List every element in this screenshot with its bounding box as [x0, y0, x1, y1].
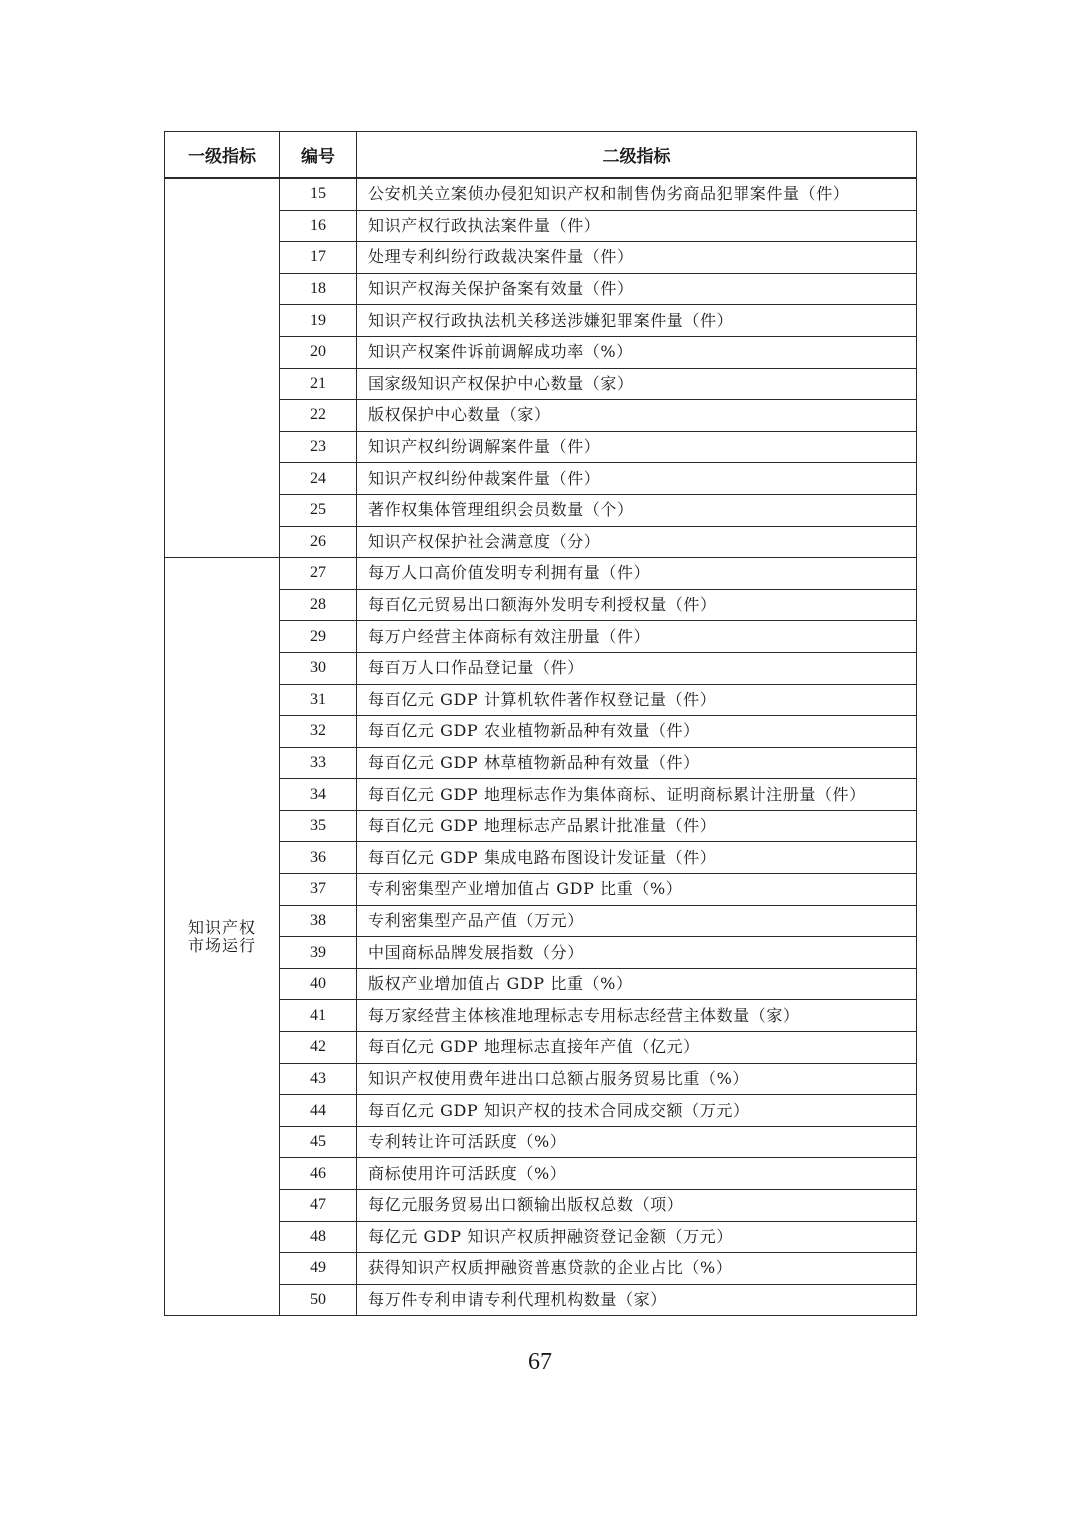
indicator-number: 50 — [280, 1284, 357, 1316]
level2-indicator-name: 知识产权保护社会满意度（分） — [357, 526, 917, 558]
level2-indicator-name: 每万人口高价值发明专利拥有量（件） — [357, 558, 917, 590]
indicator-number: 49 — [280, 1253, 357, 1285]
indicator-number: 25 — [280, 494, 357, 526]
level2-indicator-name: 专利密集型产品产值（万元） — [357, 905, 917, 937]
level2-indicator-name: 获得知识产权质押融资普惠贷款的企业占比（%） — [357, 1253, 917, 1285]
indicator-number: 31 — [280, 684, 357, 716]
level1-indicator-cell — [165, 178, 280, 558]
level2-indicator-name: 每百亿元 GDP 林草植物新品种有效量（件） — [357, 747, 917, 779]
level2-indicator-name: 每亿元 GDP 知识产权质押融资登记金额（万元） — [357, 1221, 917, 1253]
indicator-number: 18 — [280, 273, 357, 305]
level2-indicator-name: 中国商标品牌发展指数（分） — [357, 937, 917, 969]
level2-indicator-name: 每百亿元 GDP 农业植物新品种有效量（件） — [357, 716, 917, 748]
indicator-number: 34 — [280, 779, 357, 811]
indicator-number: 24 — [280, 463, 357, 495]
indicator-number: 36 — [280, 842, 357, 874]
indicator-table — [164, 131, 917, 1316]
level2-indicator-name: 每百亿元 GDP 集成电路布图设计发证量（件） — [357, 842, 917, 874]
level2-indicator-name: 国家级知识产权保护中心数量（家） — [357, 368, 917, 400]
level1-indicator-label: 市场运行 — [187, 935, 256, 955]
level2-indicator-name: 版权保护中心数量（家） — [357, 400, 917, 432]
level2-indicator-name: 每百亿元 GDP 地理标志产品累计批准量（件） — [357, 810, 917, 842]
table-header — [165, 132, 917, 179]
indicator-number: 48 — [280, 1221, 357, 1253]
indicator-number: 35 — [280, 810, 357, 842]
level2-indicator-name: 每百亿元 GDP 知识产权的技术合同成交额（万元） — [357, 1095, 917, 1127]
indicator-number: 32 — [280, 716, 357, 748]
level2-indicator-name: 知识产权纠纷仲裁案件量（件） — [357, 463, 917, 495]
level2-indicator-name: 知识产权使用费年进出口总额占服务贸易比重（%） — [357, 1063, 917, 1095]
header-number: 编号 — [280, 132, 357, 179]
level2-indicator-name: 处理专利纠纷行政裁决案件量（件） — [357, 242, 917, 274]
level2-indicator-name: 每百亿元 GDP 地理标志直接年产值（亿元） — [357, 1032, 917, 1064]
indicator-number: 16 — [280, 210, 357, 242]
level2-indicator-name: 每万户经营主体商标有效注册量（件） — [357, 621, 917, 653]
indicator-number: 30 — [280, 652, 357, 684]
indicator-number: 27 — [280, 558, 357, 590]
indicator-number: 47 — [280, 1190, 357, 1222]
indicator-number: 17 — [280, 242, 357, 274]
table-row — [165, 178, 917, 210]
indicator-number: 22 — [280, 400, 357, 432]
indicator-number: 40 — [280, 968, 357, 1000]
indicator-number: 39 — [280, 937, 357, 969]
level2-indicator-name: 每百亿元 GDP 地理标志作为集体商标、证明商标累计注册量（件） — [357, 779, 917, 811]
indicator-number: 38 — [280, 905, 357, 937]
indicator-number: 45 — [280, 1126, 357, 1158]
page-number: 67 — [528, 1349, 552, 1375]
level2-indicator-name: 版权产业增加值占 GDP 比重（%） — [357, 968, 917, 1000]
level2-indicator-name: 每万件专利申请专利代理机构数量（家） — [357, 1284, 917, 1316]
level2-indicator-name: 公安机关立案侦办侵犯知识产权和制售伪劣商品犯罪案件量（件） — [357, 178, 917, 210]
level2-indicator-name: 知识产权纠纷调解案件量（件） — [357, 431, 917, 463]
indicator-number: 41 — [280, 1000, 357, 1032]
level2-indicator-name: 商标使用许可活跃度（%） — [357, 1158, 917, 1190]
indicator-number: 28 — [280, 589, 357, 621]
indicator-number: 42 — [280, 1032, 357, 1064]
level2-indicator-name: 知识产权行政执法案件量（件） — [357, 210, 917, 242]
indicator-number: 21 — [280, 368, 357, 400]
indicator-number: 44 — [280, 1095, 357, 1127]
table-body — [165, 178, 917, 1316]
level1-indicator-cell — [165, 558, 280, 1316]
indicator-number: 29 — [280, 621, 357, 653]
level2-indicator-name: 每百亿元贸易出口额海外发明专利授权量（件） — [357, 589, 917, 621]
level2-indicator-name: 每百万人口作品登记量（件） — [357, 652, 917, 684]
indicator-number: 37 — [280, 874, 357, 906]
level2-indicator-name: 专利密集型产业增加值占 GDP 比重（%） — [357, 874, 917, 906]
indicator-number: 33 — [280, 747, 357, 779]
level2-indicator-name: 每万家经营主体核准地理标志专用标志经营主体数量（家） — [357, 1000, 917, 1032]
level2-indicator-name: 知识产权海关保护备案有效量（件） — [357, 273, 917, 305]
indicator-number: 15 — [280, 178, 357, 210]
table-row — [165, 558, 917, 590]
level1-indicator-label: 知识产权 — [187, 917, 256, 937]
header-level2: 二级指标 — [357, 132, 917, 179]
indicator-number: 26 — [280, 526, 357, 558]
indicator-number: 43 — [280, 1063, 357, 1095]
header-level1: 一级指标 — [165, 132, 280, 179]
header-row — [165, 132, 917, 179]
level2-indicator-name: 每百亿元 GDP 计算机软件著作权登记量（件） — [357, 684, 917, 716]
level2-indicator-name: 知识产权行政执法机关移送涉嫌犯罪案件量（件） — [357, 305, 917, 337]
indicator-number: 19 — [280, 305, 357, 337]
level2-indicator-name: 专利转让许可活跃度（%） — [357, 1126, 917, 1158]
level2-indicator-name: 知识产权案件诉前调解成功率（%） — [357, 336, 917, 368]
indicator-number: 23 — [280, 431, 357, 463]
indicator-number: 20 — [280, 336, 357, 368]
level2-indicator-name: 著作权集体管理组织会员数量（个） — [357, 494, 917, 526]
indicator-number: 46 — [280, 1158, 357, 1190]
level2-indicator-name: 每亿元服务贸易出口额输出版权总数（项） — [357, 1190, 917, 1222]
